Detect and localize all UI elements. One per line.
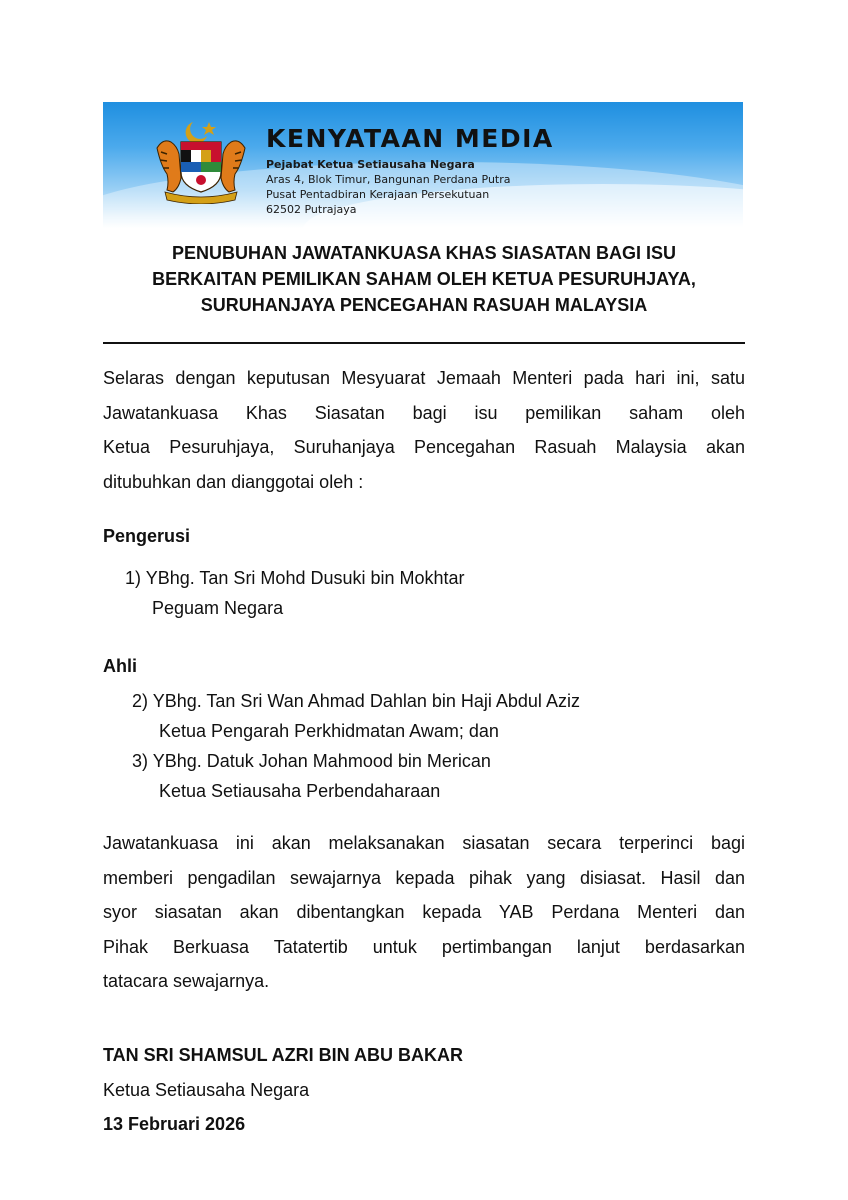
paragraph-line: syor siasatan akan dibentangkan kepada YAB Perdana Menteri dan xyxy=(103,902,745,922)
media-statement-banner xyxy=(103,102,743,228)
statement-headline xyxy=(103,240,745,318)
intro-paragraph xyxy=(103,361,745,499)
committee-member-2 xyxy=(132,686,580,716)
headline-divider xyxy=(103,342,745,344)
banner-office: Pejabat Ketua Setiausaha Negara xyxy=(266,158,475,171)
headline-line: BERKAITAN PEMILIKAN SAHAM OLEH KETUA PESURUHJAYA, xyxy=(152,269,696,289)
chair-member-1 xyxy=(125,563,465,593)
paragraph-line: memberi pengadilan sewajarnya kepada pihak yang disiasat. Hasil dan xyxy=(103,867,745,888)
headline-line: PENUBUHAN JAWATANKUASA KHAS SIASATAN BAGI ISU xyxy=(171,243,677,263)
chair-member-1-role: Peguam Negara xyxy=(152,598,284,618)
signatory-title: Ketua Setiausaha Negara xyxy=(103,1080,310,1100)
malaysia-coat-of-arms-icon xyxy=(151,118,251,204)
statement-date: 13 Februari 2026 xyxy=(103,1114,246,1134)
member-number: 1) xyxy=(125,568,142,588)
banner-address-line: Pusat Pentadbiran Kerajaan Persekutuan xyxy=(266,188,490,201)
committee-member-3 xyxy=(132,746,491,776)
paragraph-line: tatacara sewajarnya. xyxy=(103,971,270,991)
banner-address-line: 62502 Putrajaya xyxy=(266,203,357,216)
member-name: YBhg. Tan Sri Wan Ahmad Dahlan bin Haji Abdul Aziz xyxy=(152,691,580,711)
chair-heading: Pengerusi xyxy=(103,526,191,546)
paragraph-line: Jawatankuasa ini akan melaksanakan siasatan secara terperinci bagi xyxy=(103,833,745,853)
member-number: 2) xyxy=(132,691,149,711)
paragraph-line: Selaras dengan keputusan Mesyuarat Jemaah Menteri pada hari ini, satu xyxy=(103,368,745,388)
members-heading: Ahli xyxy=(103,656,137,676)
banner-title: KENYATAAN MEDIA xyxy=(266,124,554,153)
member-name: YBhg. Datuk Johan Mahmood bin Merican xyxy=(152,751,491,771)
committee-member-3-role: Ketua Setiausaha Perbendaharaan xyxy=(159,781,441,801)
headline-line: SURUHANJAYA PENCEGAHAN RASUAH MALAYSIA xyxy=(200,295,648,315)
paragraph-line: Jawatankuasa Khas Siasatan bagi isu pemilikan saham oleh xyxy=(103,402,745,423)
member-number: 3) xyxy=(132,751,149,771)
committee-member-2-role: Ketua Pengarah Perkhidmatan Awam; dan xyxy=(159,721,499,741)
paragraph-line: ditubuhkan dan dianggotai oleh : xyxy=(103,471,364,492)
signatory-name: TAN SRI SHAMSUL AZRI BIN ABU BAKAR xyxy=(103,1045,463,1065)
banner-address-line: Aras 4, Blok Timur, Bangunan Perdana Putra xyxy=(266,173,511,186)
paragraph-line: Ketua Pesuruhjaya, Suruhanjaya Pencegahan Rasuah Malaysia akan xyxy=(103,437,745,457)
member-name: YBhg. Tan Sri Mohd Dusuki bin Mokhtar xyxy=(145,568,465,588)
paragraph-line: Pihak Berkuasa Tatatertib untuk pertimbangan lanjut berdasarkan xyxy=(103,936,745,957)
closing-paragraph xyxy=(103,826,745,999)
